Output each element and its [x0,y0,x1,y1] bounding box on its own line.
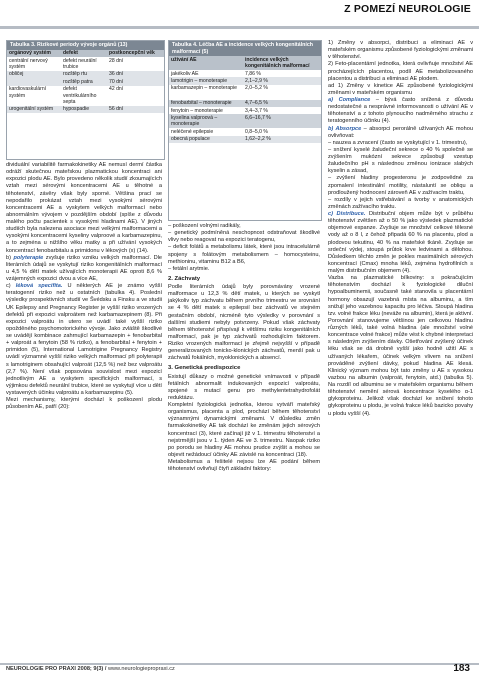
list-item: ad 1) Změny v kinetice AE způsobené fyziologickými změnami v mateřském organismu [328,82,473,96]
list-item: – rozdíly v jejich vstřebávání a tvorby v anatomických změnách zažívacího traktu. [328,196,473,210]
table-row [169,70,321,77]
table-cell: defekt ventrikulárního septa [63,86,97,105]
list-item-text: genetický podmíněná neschopnost odstraňovat škodlivé vlivy nebo reagovat na expozici teratogenu, [168,230,321,244]
table-cell: 70 dní [109,78,124,85]
table-cell: 6,6–16,7 % [245,114,271,121]
table-cell: centrální nervový systém [9,57,48,70]
table-cell: jakékoliv AE [171,70,199,77]
table-cell [169,92,243,99]
list-item: – deficit folátů a metabolismu látek, které jsou intracelulárně spojeny s folátovým metabolismem – homocysteinu, methioninu, vitaminu B12 a B6, [168,244,320,265]
term-drug-specificity: léková specifita. [15,283,63,290]
list-item-text: deficit folátů a metabolismu látek, které jsou intracelulárně spojeny s folátovým metabolismem – homocysteinu, methioninu, vitaminu B12 a B6, [168,244,320,265]
table-cell: 42 dní [109,86,124,93]
list-item: 2) Feto-placentární jednotka, která ovlivňuje množství AE procházejících placentou, podíl AE metabolizovaného placentou a distribuci a eliminaci AE plodem. [328,61,473,82]
left-column [6,162,162,411]
table-cell: fenobarbital – monoterapie [171,100,232,107]
term-compliance: a) Compliance [328,97,371,103]
table-cell: rozštěp patra [63,78,93,85]
term-absorption: b) Absorpce [328,125,362,132]
paragraph-text: Distribuční objem může být v průběhu těhotenství zvětšen až o 50 % jako výsledek plazmatické objemové expanze. Zvyšuje se množství celkové tělesné vody až o 8 l, z čehož připadá 60 % na placentu, plod a plodovou tekutinu, 40 % na mateřské tkáně. Zvyšuje se srdeční výdej, stoupá průtok krve ledvinami a dělohou. Důsledkem těchto změn je pokles maximálních sérových koncentrací (Cmax) mnoha léků, zejména hydrofilních s malým distribučním objemem (4). [328,211,473,274]
right-column [328,40,473,418]
list-item: – nauzea a zvracení (často se vyskytující v 1. trimestru), [328,139,468,146]
table-row [169,100,321,107]
middle-column [168,223,320,473]
table-cell: karbamazepin – monoterapie [171,85,237,92]
paragraph [328,211,473,275]
list-item: – poškození volnými radikály, [168,223,241,229]
table-4 [168,40,322,221]
footer-journal-name: NEUROLOGIE PRO PRAXI 2008; 9(3) [6,666,104,672]
table-row [169,136,321,143]
term-distribution: c) Distribuce. [328,211,366,217]
table-cell: kardiovaskulární systém [9,86,47,99]
list-item: 1) Změny v absorpci, distribuci a eliminaci AE v mateřském organismu způsobené fyziologickými změnami v těhotenství. [328,40,473,61]
list-item-text: snížení kyselé žaludeční sekrece o 40 % společně se zvýšením mukózní sekrece způsobují vzestup žaludečního pH s následnou změnou ionizace slabých kyselin a zásad, [328,146,473,175]
table-row [169,107,321,114]
table-row [169,77,321,84]
table-row [7,57,164,71]
table-4-col-treatment: užívání AE [171,56,197,63]
paragraph-text: U některých AE je známo vyšší teratogenní riziko než u ostatních (tabulka 4). Poslední výsledky prospektivních studií ve Švédsku a Finsku a ve studii UK Epilepsy and Pregnancy Register je vyšší riziko vrozených defektů při expozici valproátem než karbamazepinem (8). Při expozici valproátu in utero se uvádí také vyšší riziko opožděného psychomotorického vývoje. Jako zvláště škodlivé se uvádějí kombinace zahrnující karbamazepin + fenobarbital + valproát a fenytoin (58 % riziko), a fenobarbital + fenytoin + primidon (5), International Lamotrigine Pregnancy Registry uvádí významné vyšší riziko velkých malformací při polyterapii s lamotriginem obsahující valproát (12,5 %) než bez valproátu (2,7 %). Není však popsována souvislost mezi expozicí jednotlivým AE a vyskytem specifických malformací, s výjimkou defektů neurální trubice, které se vyskytují více u dětí vystavených účinku valproátu a karbamazepinu (5). [6,283,163,396]
list-item: – zvýšení hladiny progesteronu je zodpovědné za zpomalení intestinální motility, nástaluntí se obliqu a prodloužený hodnocení zároveň AE v zažívacím traktu, [328,175,473,196]
section-title: Z POMEZÍ NEUROLOGIE [344,3,471,15]
paragraph: Metabolismus a řešitelé nejsou lze AE podání během těhotenství ovlivňují čtyři základní faktory: [168,459,320,473]
table-4-title: Tabulka 4. Léčba AE a incidence velkých kongenitálních malformací (5) [169,41,321,56]
table-3-header [7,50,164,57]
table-row [169,114,321,128]
table-cell: 2,0–5,2 % [245,85,268,92]
list-item-text: fetální arytmie. [172,265,210,272]
paragraph: b) polyterapie zvyšuje riziko vzniku velkých malformací. Dle literárních údajů se vyskytují riziko kongenitálních malformací u 4,5 % dětí matek užívajících monoterapii AE oproti 8,6 % vzájemných expozici dvou a více AE, [6,254,162,282]
table-4-header [169,56,321,70]
table-cell [243,92,321,99]
table-cell: 0,8–5,0 % [245,128,268,135]
page-number: 183 [453,663,470,674]
table-cell: urogenitální systém [9,106,54,113]
paragraph [328,126,473,140]
paragraph-text: – bývá často snížená z důvodu nedostatečné a nesprávné informovanosti o užívání AE v těhotenství a z tohoto plynoucího nadměrného strachu z teratogenního účinku (4). [328,97,473,125]
table-cell: 3,4–3,7 % [245,107,268,114]
list-item-text: zvýšení hladiny progesteronu je zodpovědné za zpomalení intestinální motility, nástaluntí se obliqu a prodloužený hodnocení zároveň AE v zažívacím traktu, [328,175,473,196]
paragraph-text: – absorpci perorálně užívaných AE mohou ovlivňovat: [328,125,473,139]
table-cell: 28 dní [109,57,124,64]
list-item-text: poškození volnými radikály, [172,223,241,229]
table-row [7,106,164,113]
table-cell: 2,1–2,9 % [245,77,268,84]
footer-journal: NEUROLOGIE PRO PRAXI 2008; 9(3) / www.neurologiepropraxi.cz [6,666,175,672]
table-row [169,92,321,99]
footer-url[interactable]: www.neurologiepropraxi.cz [107,666,175,672]
table-row [7,78,164,85]
table-cell: hypospadie [63,106,90,113]
paragraph: Existují důkazy o možné genetické vnímavosti v případě fetálních abnormalit indukovaných expozicí valproátu, spojené s mutací genu pro methylentetrahydrofolát reduktázu. [168,373,320,401]
table-cell [7,78,61,85]
table-cell: defekt neurální trubice [63,57,97,70]
table-cell: kyselina valproová – monoterapie [171,114,218,128]
table-cell: neléčené epilepsie [171,128,214,135]
table-cell: obličej [9,71,24,78]
table-row [169,128,321,135]
table-row [7,71,164,78]
table-3-col-defect: defekt [63,50,79,57]
paragraph: Podle literárních údajů byly porovnávány vrozené malformace u 12,3 % dětí matek, u kterých se vyskytl jakýkoliv typ záchvatu během prvního trimestru ve srovnání se 4 % dětí matek s epilepsií bez záchvatů ve stejném gestačním období, nicméně tyto výsledky v porovnání s dalšími studiemi nebyly potvrzeny. Pokud však záchvaty během těhotenství přispívají k většímu riziku kongenitálních malformací, pak je typ záchvatů rozhodujícím faktorem. Riziko vrozených malformací je zřejmě nejvyšší v případě generalizovaných tonicko-klonických záchvatů, menší pak u záchvatů fokálních, myoklonických a absencí. [168,284,320,362]
table-3-col-organ: orgánový systém [9,50,51,57]
term-polytherapy: polyterapie [13,254,44,261]
table-row [169,85,321,92]
subheading-genetics: 3. Genetická predispozice [168,365,241,372]
paragraph: Kompletní fyziologická jednotka, kterou vytváří mateřský organismus, placenta a plod, prochází během těhotenství významnými dynamickými změnami. V důsledku změn farmakokinetiky AE tak dochází ke změnám jejich sérových koncentrací (3), které začínají již v 1. trimestru těhotenství a nejstrmější jsou v 1. týden AE ve 3. trimestru. Naopak riziko po porodu se hladiny AE mohou prudce zvýšit a mohou se objevit nežádoucí účinky AE závislé na koncentraci (18). [168,402,320,458]
table-3-col-age: postkoncepční věk [109,50,155,57]
table-cell: lamotrigin – monoterapie [171,77,228,84]
table-cell: 1,62–2,2 % [245,136,271,143]
list-item: – snížení kyselé žaludeční sekrece o 40 % společně se zvýšením mukózní sekrece způsobují vzestup žaludečního pH s následnou změnou ionizace slabých kyselin a zásad, [328,146,473,175]
paragraph: dividuální variabilitě farmakokinetiky AE nemusí dermí částka odráží skutečnou mateřskou plazmatickou koncentraci ani expozici plodu AE. Bylo provedeno několik studií zkoumajících vztah mezi sérovými koncentracemi AE u těhotné a těhotenství, závěry však byly sporné. Většina prací se nepodařilo prokázat vztah mezi vysokými sérovými koncentracemi AE a vyskytem velkých malformací nebo abnormálním vývojem v pozdějším období (spíše z důvodu malého počtu pacientek s vysokými hladinami AE). V jiných studiích byla nalezena asociace mezi velkými malformacemi a vysokými koncentracemi kyseliny valproové a karbamazepinu, a to zejména u nižšího věku matky a při užívání vysokých koncentrací fenobarbitalu a primidonu v lékových (x) (14). [6,162,162,254]
table-3 [6,40,165,160]
table-cell: rozštěp rtu [63,71,88,78]
table-cell: obecná populace [171,136,210,143]
subheading-seizures: 2. Záchvaty [168,275,201,282]
list-item: – genetický podmíněná neschopnost odstraňovat škodlivé vlivy nebo reagovat na expozici teratogenu, [168,230,321,244]
paragraph [328,97,473,126]
table-cell: 4,7–6,5 % [245,100,268,107]
paragraph: Vazba na plazmatické bílkoviny: s pokračujícím těhotenstvím dochází k fyziologické diluční hypoalbuminemii, současně také stanovila u placentární hormony obsazují vazebná místa na albuminu, a tím snižují jeho vazebnou kapacitu pro léčiva. Stoupá hladina tzv. volné frakce léku (neváže na albumin), která je aktivní. Porovnání stanovujeme většinou jen celkovou hladinu různých léků, také volná hladina (ale množství volné koncentrace volné frakce) může vést k chybné interpretaci s následným zvýšením dávky. Ošetřování zvýšený účinek léku však se dá drobně vyšší jako hodně užití AE s užívaných lékařem, účinek velkým vlivem na snížení prováděné zvýšení dávky, pokud hladina AE klesá. Klinický význam mohou být tato změny u AE s vysokou vazbou na albumin (valproát, fenytoin, atd.) (tabulka 5). Na rozdíl od albuminu se v mateřském organismu během těhotenství nemění sérová koncentrace kyselého α-1 glykoproteinu. Jelikož však dochází ke snížení tohoto glykoproteinu u plodu, je volná frakce léků bazicko povahy u plodu vyšší (4). [328,275,473,417]
table-4-col-incidence: incidence velkých kongenitálních malformací [245,56,310,70]
list-item-text: nauzea a zvracení (často se vyskytující v 1. trimestru), [332,139,468,146]
paragraph: c) léková specifita. U některých AE je známo vyšší teratogenní riziko než u ostatních (tabulka 4). Poslední výsledky prospektivních studií ve Švédsku a Finsku a ve studii UK Epilepsy and Pregnancy Register je vyšší riziko vrozených defektů při expozici valproátem než karbamazepinem (8). Při expozici valproátu in utero se uvádí také vyšší riziko opožděného psychomotorického vývoje. Jako zvláště škodlivé se uvádějí kombinace zahrnující karbamazepin + fenobarbital + valproát a fenytoin (58 % riziko), a fenobarbital + fenytoin + primidon (5), International Lamotrigine Pregnancy Registry uvádí významné vyšší riziko velkých malformací při polyterapii s lamotriginem obsahující valproát (12,5 %) než bez valproátu (2,7 %). Není však popsována souvislost mezi expozicí jednotlivým AE a vyskytem specifických malformací, s výjimkou defektů neurální trubice, které se vyskytují více u dětí vystavených účinku valproátu a karbamazepinu (5). [6,283,163,396]
table-cell: 7,86 % [245,70,261,77]
table-cell: 56 dní [109,106,124,113]
table-3-title: Tabulka 3. Rizikové periody vývoje orgánů (13) [7,41,164,50]
list-item-text: rozdíly v jejich vstřebávání a tvorby v anatomických změnách zažívacího traktu. [328,196,473,210]
list-item: – fetální arytmie. [168,265,210,272]
paragraph-text: zvyšuje riziko vzniku velkých malformací. Dle literárních údajů se vyskytují riziko kongenitálních malformací u 4,5 % dětí matek užívajících monoterapii AE oproti 8,6 % vzájemných expozici dvou a více AE, [6,254,162,282]
table-row [7,86,164,106]
table-cell: fenytoin – monoterapie [171,107,223,114]
header-rule [0,26,479,29]
table-cell: 36 dní [109,71,124,78]
paragraph: Mezi mechanismy, kterými dochází k poškození plodu působením AE, patří (20): [6,397,162,411]
